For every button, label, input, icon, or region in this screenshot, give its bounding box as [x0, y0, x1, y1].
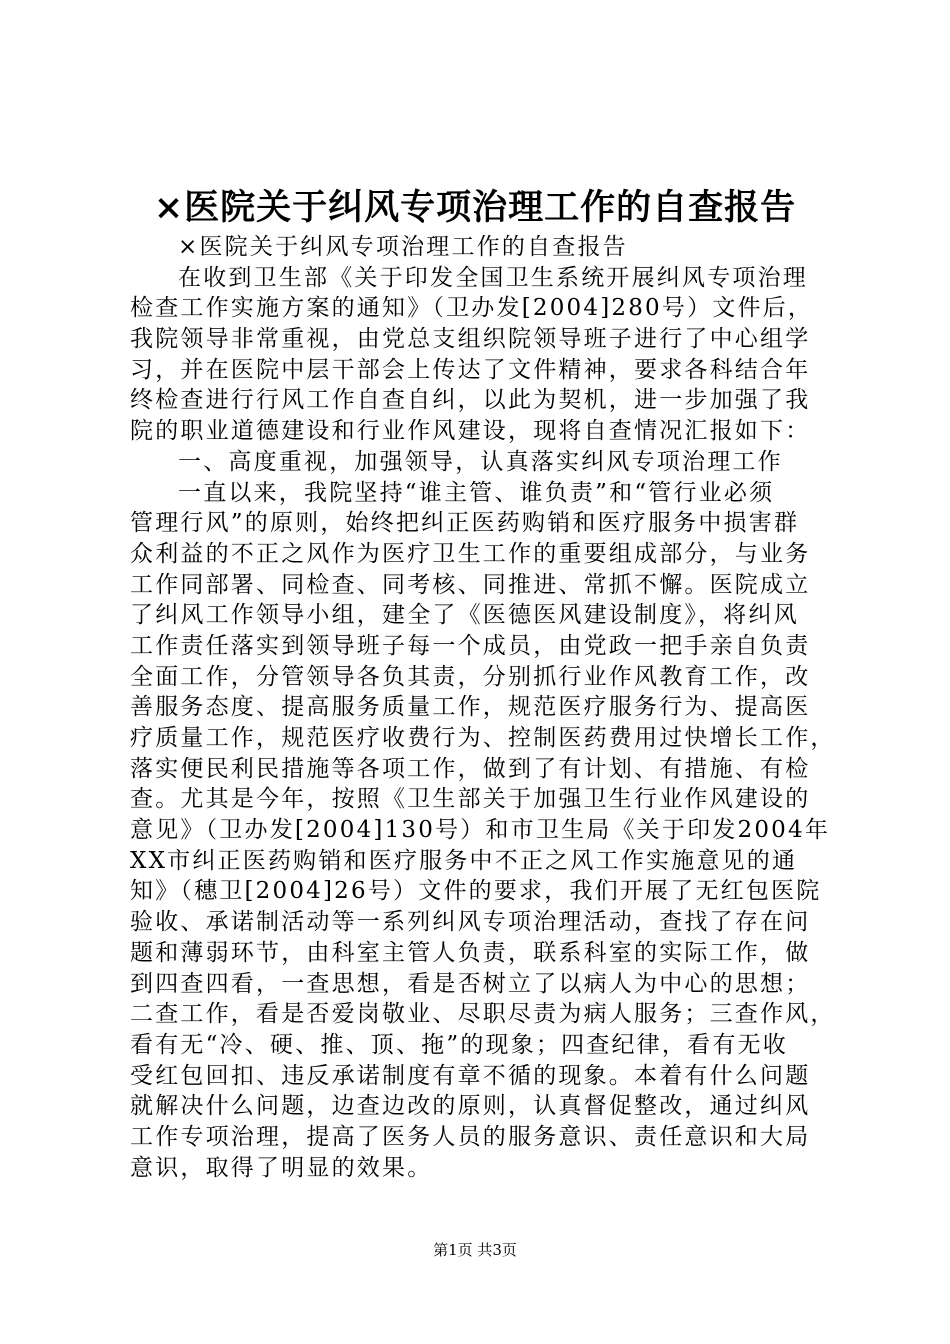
body-text-line: 一、高度重视，加强领导，认真落实纠风专项治理工作: [178, 448, 783, 475]
page-footer: 第1页 共3页: [433, 1241, 517, 1259]
body-text-line: 终检查进行行风工作自查自纠，以此为契机，进一步加强了我: [130, 387, 811, 414]
body-text-line: 就解决什么问题，边查边改的原则，认真督促整改，通过纠风: [130, 1093, 811, 1120]
body-text-line: 了纠风工作领导小组，建全了《医德医风建设制度》，将纠风: [130, 602, 799, 629]
body-text-line: 查。尤其是今年，按照《卫生部关于加强卫生行业作风建设的: [130, 786, 811, 813]
body-text-line: 落实便民利民措施等各项工作，做到了有计划、有措施、有检: [130, 755, 811, 782]
body-text-line: 受红包回扣、违反承诺制度有章不循的现象。本着有什么问题: [130, 1062, 811, 1089]
body-text-line: 工作专项治理，提高了医务人员的服务意识、责任意识和大局: [130, 1123, 811, 1150]
body-text-line: 题和薄弱环节，由科室主管人负责，联系科室的实际工作，做: [130, 939, 811, 966]
body-text-line: ×医院关于纠风专项治理工作的自查报告: [178, 234, 628, 260]
body-text-line: 检查工作实施方案的通知》（卫办发[2004]280号）文件后，: [130, 295, 814, 322]
body-text-line: 一直以来，我院坚持“谁主管、谁负责”和“管行业必须: [178, 479, 775, 506]
body-text-line: 工作责任落实到领导班子每一个成员，由党政一把手亲自负责: [130, 632, 811, 659]
body-text-line: 知》（穗卫[2004]26号）文件的要求，我们开展了无红包医院: [130, 878, 822, 905]
body-text-line: 验收、承诺制活动等一系列纠风专项治理活动，查找了存在问: [130, 909, 811, 936]
document-title: ×医院关于纠风专项治理工作的自查报告: [153, 187, 797, 228]
body-text-line: 在收到卫生部《关于印发全国卫生系统开展纠风专项治理: [178, 264, 808, 291]
body-text-line: 院的职业道德建设和行业作风建设，现将自查情况汇报如下：: [130, 418, 811, 445]
body-text-line: 善服务态度、提高服务质量工作，规范医疗服务行为、提高医: [130, 694, 811, 721]
body-text-line: 全面工作，分管领导各负其责，分别抓行业作风教育工作，改: [130, 663, 811, 690]
body-text-line: 到四查四看，一查思想，看是否树立了以病人为中心的思想；: [130, 970, 811, 997]
body-text-line: 意识，取得了明显的效果。: [130, 1154, 433, 1181]
body-text-line: 看有无“冷、硬、推、顶、拖”的现象；四查纪律，看有无收: [130, 1031, 788, 1058]
body-text-line: 我院领导非常重视，由党总支组织院领导班子进行了中心组学: [130, 326, 811, 353]
body-text-line: 众利益的不正之风作为医疗卫生工作的重要组成部分，与业务: [130, 540, 811, 567]
body-text-line: XX市纠正医药购销和医疗服务中不正之风工作实施意见的通: [130, 847, 798, 874]
body-text-line: 工作同部署、同检查、同考核、同推进、常抓不懈。医院成立: [130, 571, 811, 598]
body-text-line: 意见》（卫办发[2004]130号）和市卫生局《关于印发2004年: [130, 817, 831, 844]
body-text-line: 习，并在医院中层干部会上传达了文件精神，要求各科结合年: [130, 356, 811, 383]
document-body: [130, 232, 850, 1183]
body-text-line: 管理行风”的原则，始终把纠正医药购销和医疗服务中损害群: [130, 510, 800, 537]
body-text-line: 二查工作，看是否爱岗敬业、尽职尽责为病人服务；三查作风，: [130, 1001, 836, 1028]
body-text-line: 疗质量工作，规范医疗收费行为、控制医药费用过快增长工作，: [130, 725, 836, 751]
